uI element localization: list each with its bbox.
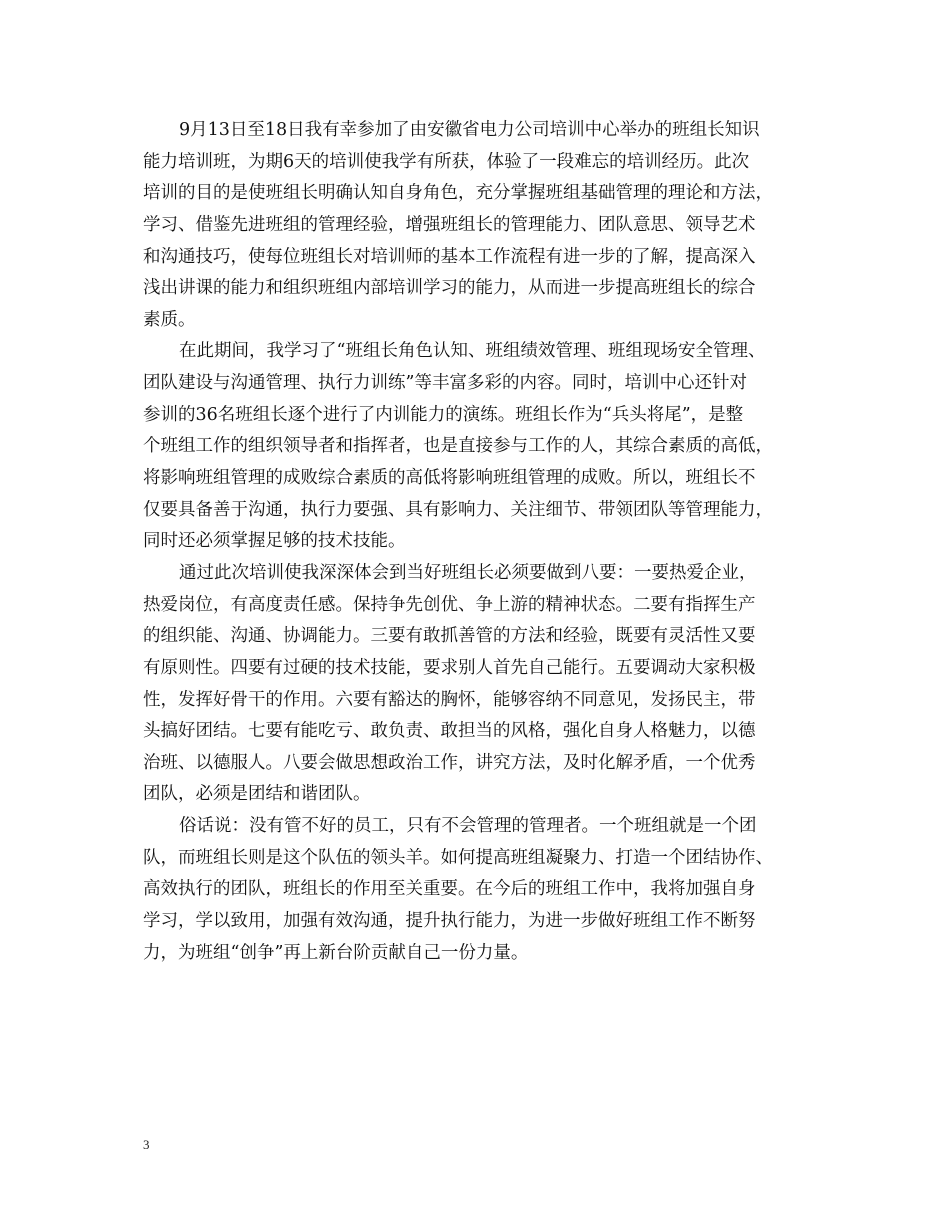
paragraph-3 bbox=[143, 558, 823, 811]
text-line: 俗话说：没有管不好的员工，只有不会管理的管理者。一个班组就是一个团 bbox=[179, 816, 757, 837]
text-line: 在此期间，我学习了“班组长角色认知、班组绩效管理、班组现场安全管理、 bbox=[179, 341, 766, 362]
text-line: 素质。 bbox=[143, 309, 196, 330]
text-line: 通过此次培训使我深深体会到当好班组长必须要做到八要：一要热爱企业， bbox=[179, 562, 757, 583]
text-line: 团队建设与沟通管理、执行力训练”等丰富多彩的内容。同时，培训中心还针对 bbox=[143, 373, 747, 394]
text-line: 性，发挥好骨干的作用。六要有豁达的胸怀，能够容纳不同意见，发扬民主，带 bbox=[143, 689, 756, 710]
text-line: 仅要具备善于沟通，执行力要强、具有影响力、关注细节、带领团队等管理能力， bbox=[143, 499, 773, 520]
paragraph-1 bbox=[143, 115, 823, 336]
text-line: 浅出讲课的能力和组织班组内部培训学习的能力，从而进一步提高班组长的综合 bbox=[143, 278, 756, 299]
text-line: 学习、借鉴先进班组的管理经验，增强班组长的管理能力、团队意思、领导艺术 bbox=[143, 214, 756, 235]
text-line: 能力培训班，为期6天的培训使我学有所获，体验了一段难忘的培训经历。此次 bbox=[143, 151, 750, 172]
text-line: 的组织能、沟通、协调能力。三要有敢抓善管的方法和经验，既要有灵活性又要 bbox=[143, 626, 756, 647]
text-line: 同时还必须掌握足够的技术技能。 bbox=[143, 531, 406, 552]
text-line: 团队，必须是团结和谐团队。 bbox=[143, 784, 371, 805]
text-line: 有原则性。四要有过硬的技术技能，要求别人首先自己能行。五要调动大家积极 bbox=[143, 657, 756, 678]
text-line: 头搞好团结。七要有能吃亏、敢负责、敢担当的风格，强化自身人格魅力，以德 bbox=[143, 721, 756, 742]
text-line: 参训的36名班组长逐个进行了内训能力的演练。班组长作为“兵头将尾”，是整 bbox=[143, 404, 744, 425]
text-line: 将影响班组管理的成败综合素质的高低将影响班组管理的成败。所以，班组长不 bbox=[143, 468, 756, 489]
paragraph-4 bbox=[143, 811, 823, 969]
text-line: 队，而班组长则是这个队伍的领头羊。如何提高班组凝聚力、打造一个团结协作、 bbox=[143, 847, 773, 868]
text-line: 热爱岗位，有高度责任感。保持争先创优、争上游的精神状态。二要有指挥生产 bbox=[143, 594, 756, 615]
text-line: 个班组工作的组织领导者和指挥者，也是直接参与工作的人，其综合素质的高低， bbox=[143, 436, 773, 457]
text-line: 力，为班组“创争”再上新台阶贡献自己一份力量。 bbox=[143, 942, 529, 963]
text-line: 9月13日至18日我有幸参加了由安徽省电力公司培训中心举办的班组长知识 bbox=[179, 120, 760, 140]
text-line: 治班、以德服人。八要会做思想政治工作，讲究方法，及时化解矛盾，一个优秀 bbox=[143, 752, 756, 773]
paragraph-2 bbox=[143, 336, 823, 557]
text-line: 学习，学以致用，加强有效沟通，提升执行能力，为进一步做好班组工作不断努 bbox=[143, 911, 756, 932]
text-line: 培训的目的是使班组长明确认知自身角色，充分掌握班组基础管理的理论和方法， bbox=[143, 183, 773, 204]
body-text bbox=[143, 115, 823, 969]
page-number: 3 bbox=[143, 1137, 150, 1152]
text-line: 高效执行的团队，班组长的作用至关重要。在今后的班组工作中，我将加强自身 bbox=[143, 879, 756, 900]
text-line: 和沟通技巧，使每位班组长对培训师的基本工作流程有进一步的了解，提高深入 bbox=[143, 246, 756, 267]
